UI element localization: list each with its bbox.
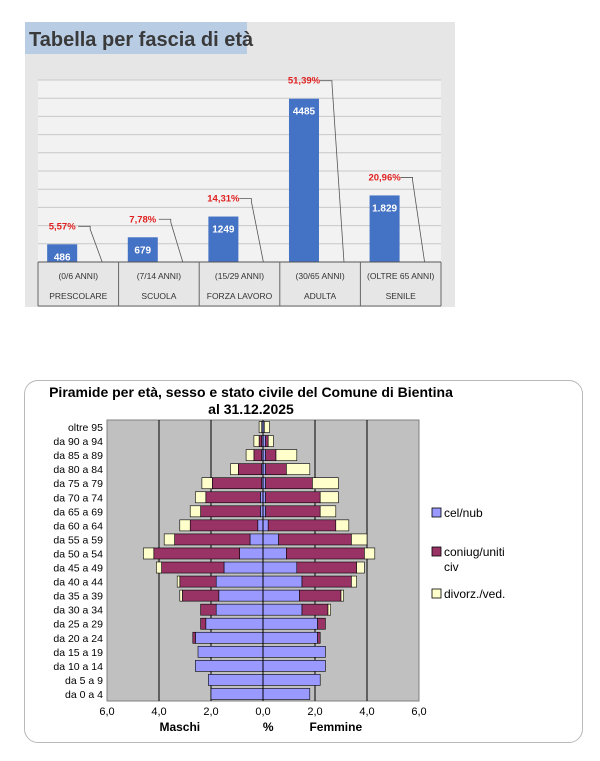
legend-label: coniug/uniti bbox=[444, 545, 505, 559]
male-bar-segment bbox=[206, 492, 261, 503]
male-bar-segment bbox=[216, 604, 263, 615]
legend-swatch bbox=[432, 547, 441, 556]
bar-value-label: 4485 bbox=[292, 106, 316, 118]
legend-label: divorz./ved. bbox=[444, 587, 506, 601]
age-class-label: da 0 a 4 bbox=[65, 688, 103, 701]
category-group-label: SENILE bbox=[385, 291, 416, 301]
age-class-label: da 35 a 39 bbox=[53, 590, 103, 603]
category-group-label: ADULTA bbox=[303, 291, 337, 301]
age-class-label: da 45 a 49 bbox=[53, 562, 103, 575]
bar-value-label: 1249 bbox=[212, 224, 235, 236]
female-bar-segment bbox=[320, 492, 338, 503]
female-bar-segment bbox=[351, 534, 367, 545]
female-bar-segment bbox=[263, 534, 279, 545]
bar-value-label: 1.829 bbox=[372, 203, 398, 215]
bar bbox=[208, 217, 238, 262]
percent-label: 20,96% bbox=[368, 172, 401, 184]
male-bar-segment bbox=[156, 562, 161, 573]
female-bar-segment bbox=[320, 506, 336, 517]
category-group-label: PRESCOLARE bbox=[49, 291, 108, 301]
male-bar-segment bbox=[180, 590, 183, 601]
female-bar-segment bbox=[263, 590, 299, 601]
male-bar-segment bbox=[175, 534, 250, 545]
female-bar-segment bbox=[263, 674, 320, 685]
population-pyramid-panel bbox=[24, 380, 583, 743]
female-bar-segment bbox=[263, 688, 310, 699]
x-label-males: Maschi bbox=[159, 720, 201, 734]
female-bar-segment bbox=[266, 478, 313, 489]
pyramid-subtitle: al 31.12.2025 bbox=[208, 401, 294, 417]
female-bar-segment bbox=[336, 520, 349, 531]
male-bar-segment bbox=[180, 520, 190, 531]
male-bar-segment bbox=[201, 506, 261, 517]
male-bar-segment bbox=[231, 464, 239, 475]
bar-value-label: 679 bbox=[134, 245, 152, 257]
female-bar-segment bbox=[276, 450, 297, 461]
male-bar-segment bbox=[164, 534, 174, 545]
female-bar-segment bbox=[268, 436, 273, 447]
age-class-label: da 25 a 29 bbox=[53, 618, 103, 631]
x-tick-label: 6,0 bbox=[411, 706, 427, 718]
age-class-label: oltre 95 bbox=[67, 422, 103, 435]
male-bar-segment bbox=[162, 562, 224, 573]
female-bar-segment bbox=[302, 604, 328, 615]
male-bar-segment bbox=[212, 478, 261, 489]
female-bar-segment bbox=[318, 632, 321, 643]
female-bar-segment bbox=[263, 548, 286, 559]
male-bar-segment bbox=[219, 590, 263, 601]
x-tick-label: 2,0 bbox=[307, 706, 323, 718]
age-class-label: da 75 a 79 bbox=[53, 478, 103, 491]
female-bar-segment bbox=[263, 646, 325, 657]
female-bar-segment bbox=[263, 576, 302, 587]
age-class-label: da 60 a 64 bbox=[53, 520, 103, 533]
category-range-label: (0/6 ANNI) bbox=[58, 271, 99, 281]
female-bar-segment bbox=[263, 604, 302, 615]
male-bar-segment bbox=[259, 422, 262, 433]
female-bar-segment bbox=[263, 618, 318, 629]
female-bar-segment bbox=[263, 520, 268, 531]
age-class-label: da 90 a 94 bbox=[53, 436, 103, 449]
percent-label: 7,78% bbox=[129, 214, 157, 226]
x-tick-label: 6,0 bbox=[99, 706, 115, 718]
age-class-label: da 40 a 44 bbox=[53, 576, 103, 589]
percent-label: 14,31% bbox=[207, 193, 240, 205]
x-tick-label: 2,0 bbox=[203, 706, 219, 718]
x-tick-label: 4,0 bbox=[359, 706, 375, 718]
age-class-label: da 15 a 19 bbox=[53, 646, 103, 659]
age-class-label: da 5 a 9 bbox=[65, 674, 103, 687]
female-bar-segment bbox=[364, 548, 374, 559]
female-bar-segment bbox=[263, 562, 297, 573]
male-bar-segment bbox=[198, 646, 263, 657]
percent-label: 5,57% bbox=[48, 221, 76, 233]
age-band-bar-chart bbox=[0, 0, 600, 310]
female-bar-segment bbox=[312, 478, 338, 489]
female-bar-segment bbox=[351, 576, 356, 587]
age-class-label: da 85 a 89 bbox=[53, 450, 103, 463]
male-bar-segment bbox=[177, 576, 180, 587]
female-bar-segment bbox=[286, 548, 364, 559]
female-bar-segment bbox=[263, 632, 318, 643]
category-group-label: SCUOLA bbox=[141, 291, 177, 301]
male-bar-segment bbox=[208, 674, 263, 685]
age-class-label: da 70 a 74 bbox=[53, 492, 103, 505]
male-bar-segment bbox=[195, 632, 263, 643]
female-bar-segment bbox=[328, 604, 331, 615]
pyramid-title: Piramide per età, sesso e stato civile del Comune di Bientina bbox=[49, 384, 453, 400]
bar-value-label: 486 bbox=[53, 252, 71, 264]
category-range-label: (OLTRE 65 ANNI) bbox=[367, 271, 435, 281]
age-class-label: da 10 a 14 bbox=[53, 660, 103, 673]
male-bar-segment bbox=[224, 562, 263, 573]
female-bar-segment bbox=[263, 660, 325, 671]
male-bar-segment bbox=[216, 576, 263, 587]
age-class-label: da 20 a 24 bbox=[53, 632, 103, 645]
category-range-label: (7/14 ANNI) bbox=[136, 271, 182, 281]
female-bar-segment bbox=[341, 590, 344, 601]
bar bbox=[289, 99, 319, 262]
male-bar-segment bbox=[201, 604, 217, 615]
chart-title: Tabella per fascia di età bbox=[29, 29, 254, 51]
male-bar-segment bbox=[195, 660, 263, 671]
male-bar-segment bbox=[201, 618, 206, 629]
male-bar-segment bbox=[195, 492, 205, 503]
x-label-females: Femmine bbox=[309, 720, 363, 734]
x-tick-label: 0,0 bbox=[255, 706, 271, 718]
age-class-label: da 55 a 59 bbox=[53, 534, 103, 547]
category-range-label: (30/65 ANNI) bbox=[295, 271, 345, 281]
legend-swatch bbox=[432, 589, 441, 598]
male-bar-segment bbox=[250, 534, 263, 545]
male-bar-segment bbox=[154, 548, 240, 559]
male-bar-segment bbox=[143, 548, 153, 559]
male-bar-segment bbox=[246, 450, 254, 461]
male-bar-segment bbox=[240, 548, 263, 559]
male-bar-segment bbox=[254, 436, 259, 447]
x-tick-label: 4,0 bbox=[151, 706, 167, 718]
female-bar-segment bbox=[357, 562, 365, 573]
female-bar-segment bbox=[266, 506, 321, 517]
population-pyramid-chart bbox=[25, 381, 582, 742]
female-bar-segment bbox=[266, 492, 321, 503]
category-range-label: (15/29 ANNI) bbox=[214, 271, 265, 281]
female-bar-segment bbox=[266, 464, 287, 475]
legend-swatch bbox=[432, 508, 441, 517]
female-bar-segment bbox=[286, 464, 309, 475]
legend-label: cel/nub bbox=[444, 506, 483, 520]
percent-label: 51,39% bbox=[287, 75, 321, 87]
female-bar-segment bbox=[268, 520, 336, 531]
female-bar-segment bbox=[266, 436, 269, 447]
female-bar-segment bbox=[279, 534, 352, 545]
age-class-label: da 65 a 69 bbox=[53, 506, 103, 519]
male-bar-segment bbox=[202, 478, 212, 489]
female-bar-segment bbox=[264, 422, 269, 433]
male-bar-segment bbox=[206, 618, 263, 629]
male-bar-segment bbox=[254, 450, 262, 461]
male-bar-segment bbox=[190, 520, 258, 531]
female-bar-segment bbox=[302, 576, 351, 587]
age-class-label: da 80 a 84 bbox=[53, 464, 103, 477]
male-bar-segment bbox=[259, 436, 262, 447]
female-bar-segment bbox=[297, 562, 357, 573]
male-bar-segment bbox=[182, 590, 218, 601]
female-bar-segment bbox=[318, 618, 326, 629]
male-bar-segment bbox=[258, 520, 263, 531]
male-bar-segment bbox=[190, 506, 200, 517]
female-bar-segment bbox=[266, 450, 276, 461]
male-bar-segment bbox=[180, 576, 216, 587]
age-class-label: da 30 a 34 bbox=[53, 604, 103, 617]
age-class-label: da 50 a 54 bbox=[53, 548, 103, 561]
legend-label-cont: civ bbox=[444, 560, 459, 574]
male-bar-segment bbox=[211, 688, 263, 699]
x-label-percent: % bbox=[262, 720, 274, 734]
male-bar-segment bbox=[193, 632, 196, 643]
female-bar-segment bbox=[299, 590, 341, 601]
male-bar-segment bbox=[238, 464, 261, 475]
category-group-label: FORZA LAVORO bbox=[206, 291, 273, 301]
